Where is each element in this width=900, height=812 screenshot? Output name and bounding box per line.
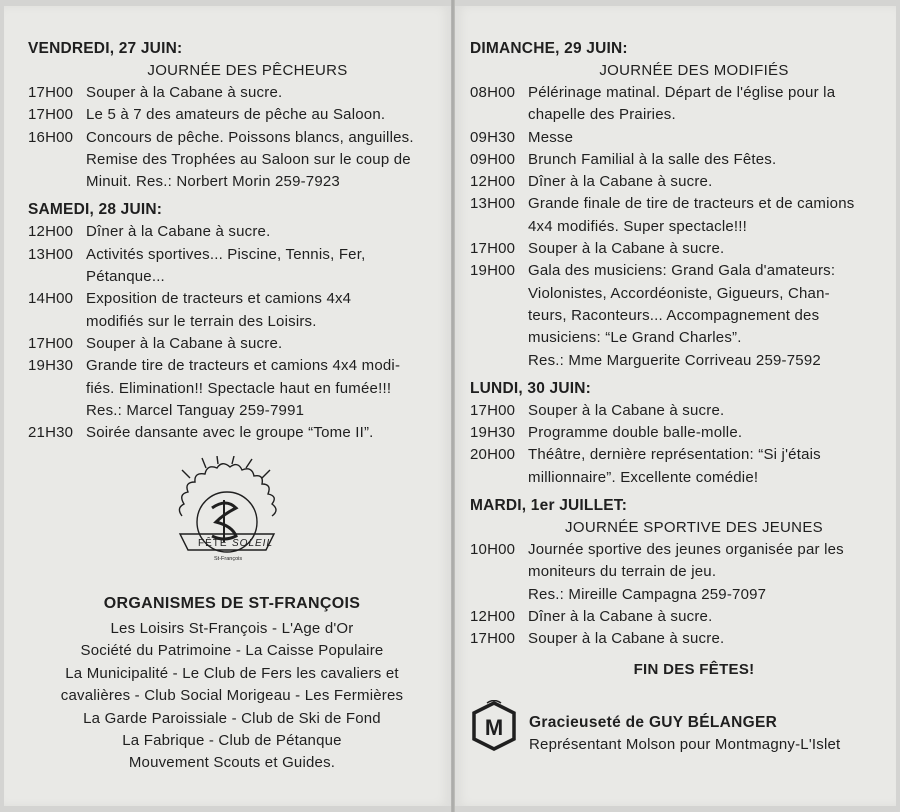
event-time: 08H00 (470, 84, 516, 101)
event-row (470, 606, 888, 628)
day-subtitle: JOURNÉE DES PÊCHEURS (147, 62, 348, 79)
molson-logo-letter: M (484, 715, 504, 740)
logo-text-soleil: SOLEIL (232, 538, 274, 549)
event-description (86, 221, 437, 243)
event-line: Res.: Mme Marguerite Corriveau 259-7592 (528, 351, 821, 369)
event-time: 21H30 (28, 424, 74, 442)
sponsor-block (469, 700, 840, 756)
event-time: 17H00 (470, 401, 516, 419)
event-line: modifiés sur le terrain des Loisirs. (86, 312, 317, 330)
event-row (28, 221, 437, 243)
event-description (86, 244, 437, 289)
event-row (28, 127, 437, 194)
event-row (470, 628, 888, 650)
event-description (528, 171, 888, 193)
molson-m-logo (469, 700, 519, 752)
event-description (528, 400, 888, 422)
event-description (528, 260, 888, 371)
event-line: Souper à la Cabane à sucre. (86, 334, 283, 352)
event-line: Théâtre, dernière représentation: “Si j'étais (528, 446, 821, 464)
event-row (28, 288, 437, 333)
event-line: fiés. Elimination!! Spectacle haut en fumée!!! (86, 379, 392, 397)
event-time: 19H00 (470, 262, 516, 280)
event-time: 17H00 (28, 106, 74, 124)
event-row (470, 260, 888, 371)
event-line: Res.: Marcel Tanguay 259-7991 (86, 401, 305, 419)
event-row (28, 82, 437, 104)
event-row (470, 444, 888, 489)
left-schedule (28, 38, 437, 444)
logo-text-stfrancois: St-François (214, 556, 243, 562)
event-line: Exposition de tracteurs et camions 4x4 (86, 290, 352, 308)
event-description (528, 82, 888, 127)
event-line: Activités sportives... Piscine, Tennis, Fer, (86, 245, 366, 263)
event-description (528, 539, 888, 606)
event-row (28, 355, 437, 422)
event-time: 10H00 (470, 541, 516, 559)
organization-line: cavalières - Club Social Morigeau - Les Fermières (60, 687, 404, 705)
right-schedule (470, 38, 888, 651)
event-line: musiciens: “Le Grand Charles”. (528, 329, 742, 347)
day-heading: SAMEDI, 28 JUIN: (28, 201, 163, 219)
day-subtitle: JOURNÉE DES MODIFIÉS (599, 62, 789, 79)
event-row (28, 422, 437, 444)
event-line: Souper à la Cabane à sucre. (86, 84, 283, 101)
event-description (528, 193, 888, 238)
organizations-block (24, 592, 440, 775)
organization-line: Mouvement Scouts et Guides. (128, 754, 336, 772)
event-row (470, 171, 888, 193)
event-time: 19H30 (28, 357, 74, 375)
event-description (528, 238, 888, 260)
event-line: Violonistes, Accordéoniste, Gigueurs, Chan- (528, 284, 830, 302)
event-line: moniteurs du terrain de jeu. (528, 563, 717, 581)
day-heading: LUNDI, 30 JUIN: (470, 379, 591, 397)
event-description (528, 606, 888, 628)
event-description (86, 355, 437, 422)
event-line: Soirée dansante avec le groupe “Tome II”. (86, 424, 374, 442)
event-row (28, 244, 437, 289)
event-line: Brunch Familial à la salle des Fêtes. (528, 150, 777, 168)
event-row (470, 149, 888, 171)
event-line: Programme double balle-molle. (528, 424, 743, 442)
fete-soleil-logo (162, 456, 292, 574)
event-time: 17H00 (28, 84, 74, 101)
organization-line: Société du Patrimoine - La Caisse Populaire (80, 642, 384, 660)
event-description (86, 422, 437, 444)
event-line: Souper à la Cabane à sucre. (528, 240, 725, 258)
day-subtitle: JOURNÉE SPORTIVE DES JEUNES (565, 519, 823, 537)
event-description (86, 333, 437, 355)
event-line: Minuit. Res.: Norbert Morin 259-7923 (86, 173, 340, 191)
event-description (86, 104, 437, 126)
event-line: Remise des Trophées au Saloon sur le coup de (86, 150, 411, 168)
event-line: Pétanque... (86, 268, 165, 286)
event-description (86, 82, 437, 104)
event-time: 17H00 (470, 240, 516, 258)
event-row (470, 238, 888, 260)
event-row (470, 127, 888, 149)
event-time: 12H00 (470, 607, 516, 625)
event-row (28, 104, 437, 126)
event-line: teurs, Raconteurs... Accompagnement des (528, 306, 820, 324)
event-line: Souper à la Cabane à sucre. (528, 630, 725, 648)
event-row (470, 422, 888, 444)
event-description (528, 628, 888, 650)
sponsor-subtitle: Représentant Molson pour Montmagny-L'Islet (529, 736, 841, 753)
organization-line: La Municipalité - Le Club de Fers les cavaliers et (65, 664, 399, 682)
event-line: 4x4 modifiés. Super spectacle!!! (528, 217, 748, 235)
organizations-list (24, 618, 440, 775)
event-time: 13H00 (28, 245, 74, 263)
right-page (455, 6, 896, 806)
event-line: chapelle des Prairies. (528, 106, 676, 124)
event-time: 17H00 (28, 334, 74, 352)
event-line: Dîner à la Cabane à sucre. (86, 223, 271, 241)
event-description (528, 127, 888, 149)
event-line: Res.: Mireille Campagna 259-7097 (528, 585, 767, 603)
event-description (528, 422, 888, 444)
day-heading: VENDREDI, 27 JUIN: (28, 40, 183, 57)
organization-line: Les Loisirs St-François - L'Age d'Or (110, 620, 354, 637)
event-time: 14H00 (28, 290, 74, 308)
event-description (528, 444, 888, 489)
event-description (86, 288, 437, 333)
day-heading: MARDI, 1er JUILLET: (470, 497, 628, 515)
event-time: 13H00 (470, 195, 516, 213)
event-line: Le 5 à 7 des amateurs de pêche au Saloon. (86, 106, 386, 124)
event-time: 12H00 (28, 223, 74, 241)
event-line: Dîner à la Cabane à sucre. (528, 607, 713, 625)
event-line: Gala des musiciens: Grand Gala d'amateurs: (528, 262, 836, 280)
event-row (470, 400, 888, 422)
event-time: 16H00 (28, 128, 74, 146)
event-line: Pélérinage matinal. Départ de l'église pour la (528, 84, 836, 101)
event-line: Grande tire de tracteurs et camions 4x4 modi- (86, 357, 401, 375)
sponsor-title: Gracieuseté de GUY BÉLANGER (529, 714, 778, 731)
event-line: millionnaire”. Excellente comédie! (528, 468, 759, 486)
sponsor-text (529, 700, 840, 756)
event-line: Dîner à la Cabane à sucre. (528, 173, 713, 191)
event-time: 19H30 (470, 424, 516, 442)
event-line: Concours de pêche. Poissons blancs, anguilles. (86, 128, 414, 146)
event-time: 20H00 (470, 446, 516, 464)
event-line: Grande finale de tire de tracteurs et de camions (528, 195, 855, 213)
event-row (470, 193, 888, 238)
organization-line: La Garde Paroissiale - Club de Ski de Fond (83, 709, 381, 727)
event-description (86, 127, 437, 194)
logo-text-fete: FÊTE (198, 538, 228, 549)
event-line: Journée sportive des jeunes organisée par les (528, 541, 844, 559)
left-page (4, 6, 451, 806)
event-row (28, 333, 437, 355)
closing-text: FIN DES FÊTES! (633, 660, 755, 678)
event-time: 09H00 (470, 150, 516, 168)
day-heading: DIMANCHE, 29 JUIN: (470, 40, 628, 57)
event-line: Souper à la Cabane à sucre. (528, 401, 725, 419)
event-row (470, 82, 888, 127)
event-time: 17H00 (470, 630, 516, 648)
event-time: 09H30 (470, 128, 516, 146)
event-description (528, 149, 888, 171)
event-line: Messe (528, 128, 574, 146)
organization-line: La Fabrique - Club de Pétanque (122, 732, 342, 750)
organizations-title: ORGANISMES DE ST-FRANÇOIS (103, 595, 361, 612)
event-time: 12H00 (470, 173, 516, 191)
event-row (470, 539, 888, 606)
